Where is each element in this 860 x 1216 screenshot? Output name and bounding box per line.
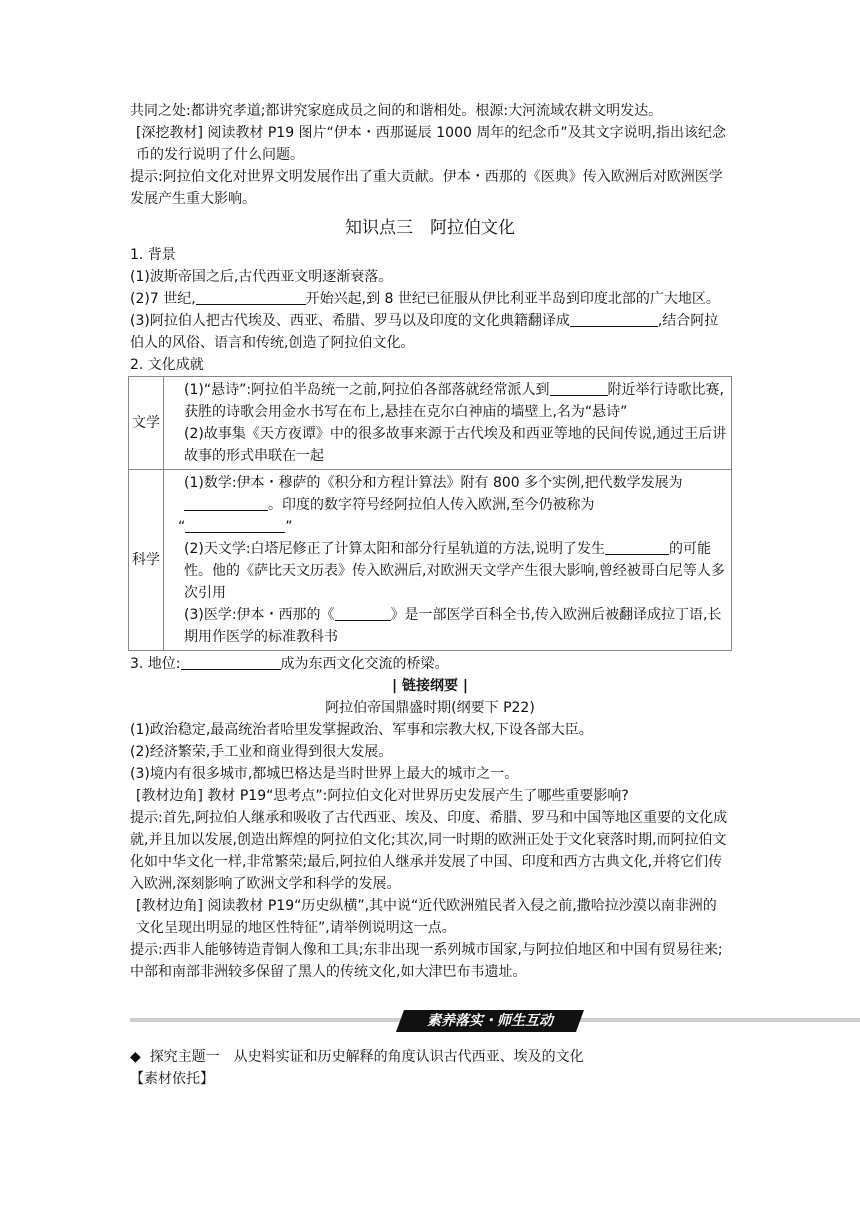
fill-blank [550, 381, 608, 396]
link-item-1: (1)政治稳定,最高统治者哈里发掌握政治、军事和宗教大权,下设各部大臣。 [130, 722, 593, 738]
dig-prefix: [深挖教材] [136, 125, 203, 141]
intro-line: 共同之处:都讲究孝道;都讲究家庭成员之间的和谐相处。根源:大河流域农耕文明发达。 [130, 103, 663, 119]
corner-answer-1: 提示:首先,阿拉伯人继承和吸收了古代西亚、埃及、印度、希腊、罗马和中国等地区重要的文化成就,并且加以发展,创造出辉煌的阿拉伯文化;其次,同一时期的欧洲正处于文化衰落时期,而阿拉伯文化如中华文化一样,非常繁荣;最后,阿拉伯人继承并发展了中国、印度和西方古典文化,并将它们传入欧洲,深刻影响了欧洲文学和科学的发展。 [130, 810, 728, 892]
corner-answer-2: 提示:西非人能够铸造青铜人像和工具;东非出现一系列城市国家,与阿拉伯地区和中国有贸易往来;中部和南部非洲较多保留了黑人的传统文化,如大津巴布韦遗址。 [130, 942, 723, 980]
link-item-3: (3)境内有很多城市,都城巴格达是当时世界上最大的城市之一。 [130, 766, 519, 782]
background-item-1: (1)波斯帝国之后,古代西亚文明逐渐衰落。 [130, 269, 393, 285]
fill-blank [335, 606, 391, 621]
science-content [164, 470, 732, 651]
science-item-1: (1)数学:伊本・穆萨的《积分和方程计算法》附有 800 多个实例,把代数学发展为。印度的数字符号经阿拉伯人传入欧洲,至今仍被称为 [184, 475, 683, 513]
table-row [129, 377, 732, 470]
science-label: 科学 [129, 470, 164, 651]
science-item-3: (3)医学:伊本・西那的《 》是一部医学百科全书,传入欧洲后被翻译成拉丁语,长期用作医学的标准教科书 [184, 607, 722, 645]
literature-content [164, 377, 732, 470]
material-label: 【素材依托】 [130, 1071, 214, 1087]
science-item-2: (2)天文学:白塔尼修正了计算太阳和部分行星轨道的方法,说明了发生 的可能性。他的《萨比天文历表》传入欧洲后,对欧洲天文学产生很大影响,曾经被哥白尼等人多次引用 [184, 541, 725, 601]
literature-item-2: (2)故事集《天方夜谭》中的很多故事来源于古代埃及和西亚等地的民间传说,通过王后讲故事的形式串联在一起 [184, 426, 727, 464]
achievements-heading: 2. 文化成就 [130, 357, 204, 373]
corner-question-2: [教材边角] 阅读教材 P19“历史纵横”,其中说“近代欧洲殖民者入侵之前,撒哈拉沙漠以南非洲的文化呈现出明显的地区性特征”,请举例说明这一点。 [136, 898, 717, 936]
science-item-1-quote: “ ” [178, 519, 293, 535]
dig-text: 阅读教材 P19 图片“伊本・西那诞辰 1000 周年的纪念币”及其文字说明,指出该纪念币的发行说明了什么问题。 [136, 125, 727, 163]
fill-blank [605, 540, 669, 555]
dig-question [130, 122, 730, 166]
table-row [129, 470, 732, 651]
fill-blank [181, 655, 281, 670]
section-title: 知识点三 阿拉伯文化 [345, 218, 515, 238]
fill-blank [185, 518, 285, 533]
achievements-table [128, 376, 732, 651]
status-line: 3. 地位: 成为东西文化交流的桥梁。 [130, 656, 449, 672]
fill-blank [570, 312, 658, 327]
literature-label: 文学 [129, 377, 164, 470]
section-banner [130, 1010, 860, 1032]
document-body [130, 100, 730, 983]
topic-heading: ◆ 探究主题一 从史料实证和历史解释的角度认识古代西亚、埃及的文化 [130, 1049, 584, 1065]
link-subtitle: 阿拉伯帝国鼎盛时期(纲要下 P22) [325, 700, 535, 716]
fill-blank [196, 290, 306, 305]
literature-item-1: (1)“悬诗”:阿拉伯半岛统一之前,阿拉伯各部落就经常派人到 附近举行诗歌比赛,获胜的诗歌会用金水书写在布上,悬挂在克尔白神庙的墙壁上,名为“悬诗” [184, 382, 724, 420]
dig-answer: 提示:阿拉伯文化对世界文明发展作出了重大贡献。伊本・西那的《医典》传入欧洲后对欧洲医学发展产生重大影响。 [130, 169, 723, 207]
fill-blank [184, 496, 268, 511]
corner-question-1: [教材边角] 教材 P19“思考点”:阿拉伯文化对世界历史发展产生了哪些重要影响? [136, 788, 629, 804]
link-title: | 链接纲要 | [392, 678, 468, 694]
background-item-3: (3)阿拉伯人把古代埃及、西亚、希腊、罗马以及印度的文化典籍翻译成 ,结合阿拉伯人的风俗、语言和传统,创造了阿拉伯文化。 [130, 313, 719, 351]
background-heading: 1. 背景 [130, 247, 176, 263]
link-item-2: (2)经济繁荣,手工业和商业得到很大发展。 [130, 744, 393, 760]
banner-text: 素养落实・师生互动 [427, 1013, 553, 1029]
diamond-icon: ◆ [130, 1049, 141, 1065]
background-item-2: (2)7 世纪, 开始兴起,到 8 世纪已征服从伊比利亚半岛到印度北部的广大地区。 [130, 291, 720, 307]
